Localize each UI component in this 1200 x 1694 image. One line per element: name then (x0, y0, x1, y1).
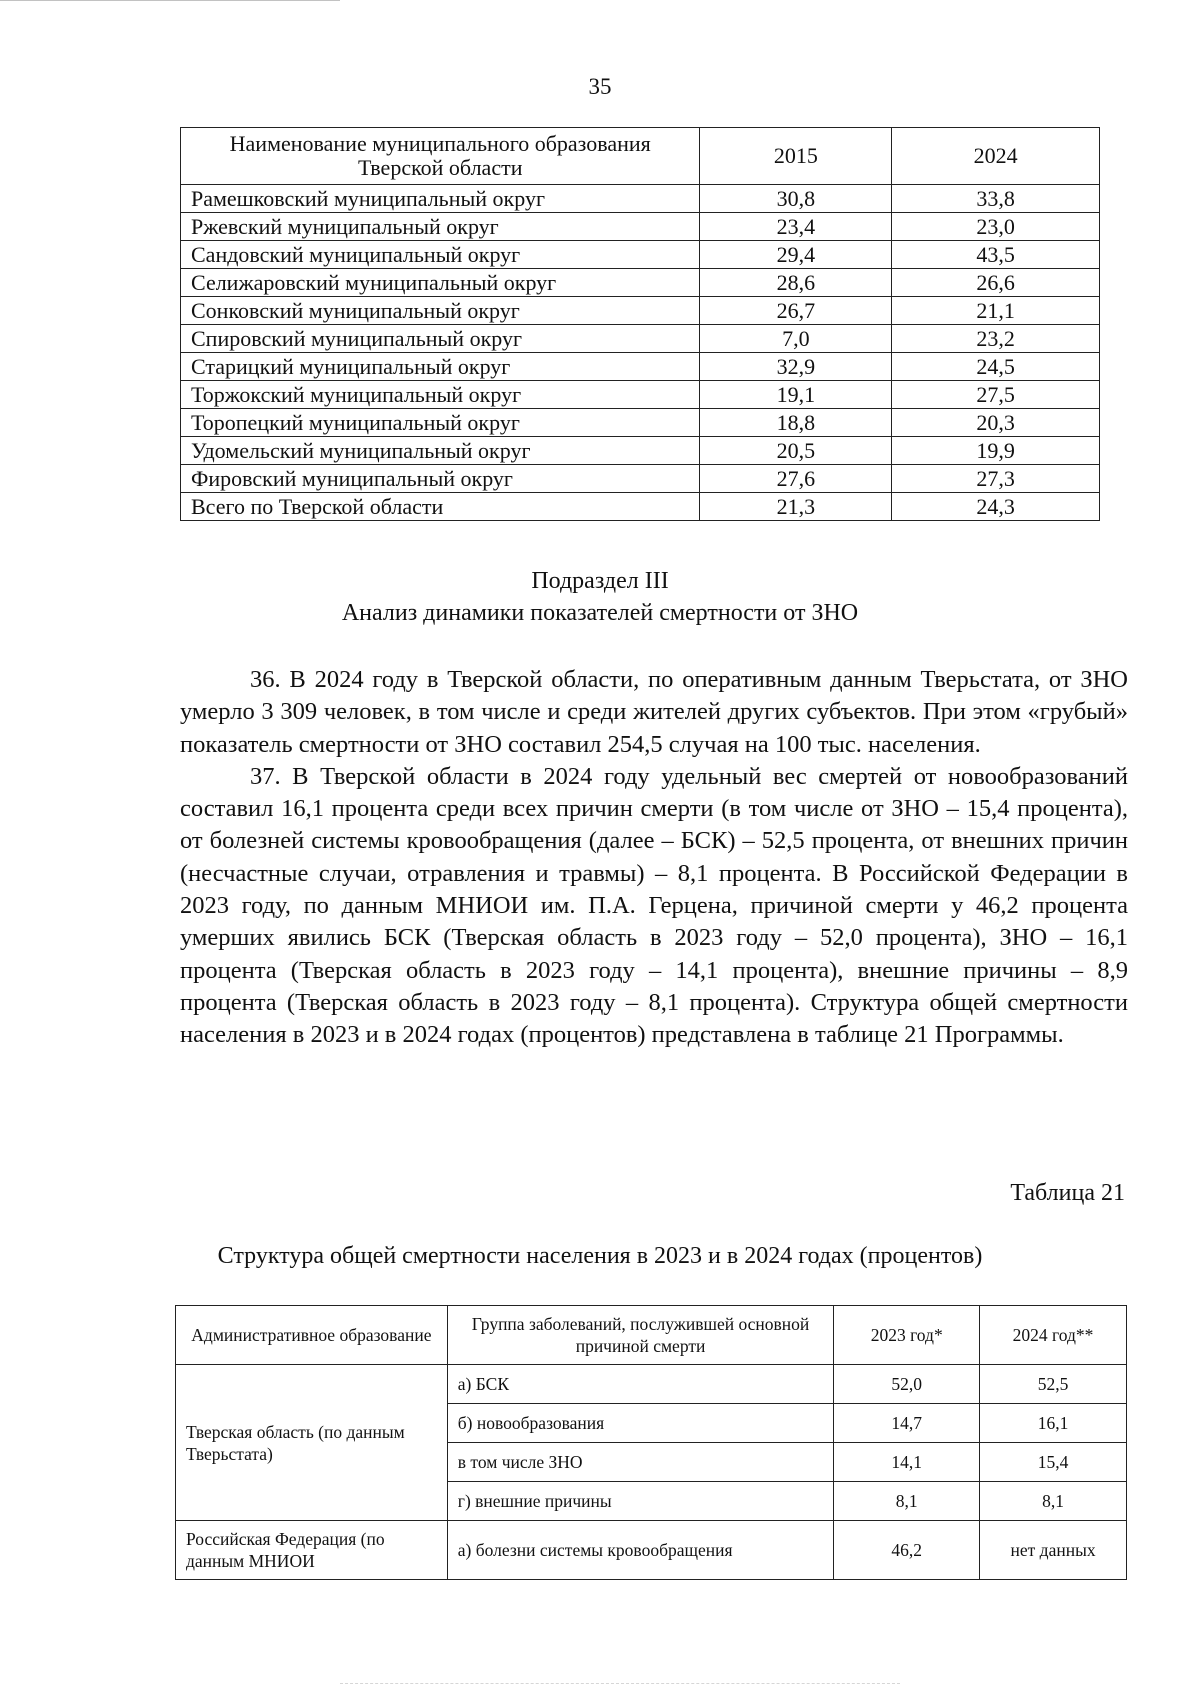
disease-group-cell: а) болезни системы кровообращения (447, 1521, 834, 1580)
table-row (181, 437, 1100, 465)
value-2015-cell: 19,1 (700, 381, 892, 409)
scan-artifact-bottom (340, 1683, 900, 1686)
value-2024-cell: 8,1 (980, 1482, 1127, 1521)
header-year-2015: 2015 (700, 128, 892, 185)
value-2023-cell: 46,2 (834, 1521, 980, 1580)
header-2023: 2023 год* (834, 1306, 980, 1365)
disease-group-cell: а) БСК (447, 1365, 834, 1404)
municipality-name-cell: Торопецкий муниципальный округ (181, 409, 700, 437)
value-2024-cell: 27,5 (892, 381, 1100, 409)
municipality-name-cell: Всего по Тверской области (181, 493, 700, 521)
value-2024-cell: 33,8 (892, 185, 1100, 213)
mortality-structure-table (175, 1305, 1127, 1580)
table-row (181, 409, 1100, 437)
table-row (181, 353, 1100, 381)
table-body (181, 185, 1100, 521)
value-2024-cell: 19,9 (892, 437, 1100, 465)
value-2024-cell: 24,3 (892, 493, 1100, 521)
value-2024-cell: нет данных (980, 1521, 1127, 1580)
value-2023-cell: 14,1 (834, 1443, 980, 1482)
value-2015-cell: 28,6 (700, 269, 892, 297)
municipality-name-cell: Сандовский муниципальный округ (181, 241, 700, 269)
value-2024-cell: 21,1 (892, 297, 1100, 325)
municipality-name-cell: Фировский муниципальный округ (181, 465, 700, 493)
municipality-name-cell: Торжокский муниципальный округ (181, 381, 700, 409)
value-2024-cell: 16,1 (980, 1404, 1127, 1443)
value-2024-cell: 23,0 (892, 213, 1100, 241)
municipality-name-cell: Удомельский муниципальный округ (181, 437, 700, 465)
municipality-name-cell: Ржевский муниципальный округ (181, 213, 700, 241)
scan-artifact-top (0, 0, 340, 3)
municipality-name-cell: Селижаровский муниципальный округ (181, 269, 700, 297)
table-body (176, 1365, 1127, 1580)
municipality-name-cell: Старицкий муниципальный округ (181, 353, 700, 381)
table-row (181, 381, 1100, 409)
page-number: 35 (588, 74, 612, 99)
municipality-name-cell: Рамешковский муниципальный округ (181, 185, 700, 213)
value-2015-cell: 23,4 (700, 213, 892, 241)
table-row (181, 241, 1100, 269)
entity-cell: Российская Федерация (по данным МНИОИ (176, 1521, 448, 1580)
value-2024-cell: 52,5 (980, 1365, 1127, 1404)
header-year-2024: 2024 (892, 128, 1100, 185)
disease-group-cell: г) внешние причины (447, 1482, 834, 1521)
value-2023-cell: 52,0 (834, 1365, 980, 1404)
table-row (181, 493, 1100, 521)
value-2015-cell: 7,0 (700, 325, 892, 353)
table-row (181, 185, 1100, 213)
table-row (181, 297, 1100, 325)
value-2015-cell: 18,8 (700, 409, 892, 437)
table-row (181, 213, 1100, 241)
value-2024-cell: 15,4 (980, 1443, 1127, 1482)
header-municipality: Наименование муниципального образования Тверской области (181, 128, 700, 185)
table-header-row (176, 1306, 1127, 1365)
value-2015-cell: 32,9 (700, 353, 892, 381)
table-header-row (181, 128, 1100, 185)
mortality-table-municipal (180, 127, 1100, 521)
disease-group-cell: в том числе ЗНО (447, 1443, 834, 1482)
value-2023-cell: 8,1 (834, 1482, 980, 1521)
paragraph-36: 36. В 2024 году в Тверской области, по оперативным данным Тверьстата, от ЗНО умерло 3 309 человек, в том числе и среди жителей других субъектов. При этом «грубый» показатель смертности от ЗНО составил 254,5 случая на 100 тыс. населения. (180, 666, 1128, 758)
value-2023-cell: 14,7 (834, 1404, 980, 1443)
table-caption: Таблица 21 (1010, 1180, 1125, 1206)
table-row (181, 325, 1100, 353)
table-row (176, 1365, 1127, 1404)
body-text (180, 664, 1128, 1052)
header-2024: 2024 год** (980, 1306, 1127, 1365)
header-entity: Административное образование (176, 1306, 448, 1365)
value-2015-cell: 26,7 (700, 297, 892, 325)
value-2015-cell: 29,4 (700, 241, 892, 269)
disease-group-cell: б) новообразования (447, 1404, 834, 1443)
value-2015-cell: 21,3 (700, 493, 892, 521)
header-disease-group: Группа заболеваний, послужившей основной причиной смерти (447, 1306, 834, 1365)
value-2015-cell: 20,5 (700, 437, 892, 465)
municipality-name-cell: Сонковский муниципальный округ (181, 297, 700, 325)
table-row (181, 465, 1100, 493)
value-2015-cell: 30,8 (700, 185, 892, 213)
value-2024-cell: 24,5 (892, 353, 1100, 381)
municipality-name-cell: Спировский муниципальный округ (181, 325, 700, 353)
value-2024-cell: 26,6 (892, 269, 1100, 297)
value-2015-cell: 27,6 (700, 465, 892, 493)
value-2024-cell: 23,2 (892, 325, 1100, 353)
entity-cell: Тверская область (по данным Тверьстата) (176, 1365, 448, 1521)
subsection-subtitle: Анализ динамики показателей смертности от ЗНО (341, 600, 859, 626)
subsection-title: Подраздел III (531, 568, 669, 594)
table-row (181, 269, 1100, 297)
paragraph-37: 37. В Тверской области в 2024 году удельный вес смертей от новообразований составил 16,1 процента среди всех причин смерти (в том числе от ЗНО – 15,4 процента), от болезней системы кровообращения (далее – БСК) – 52,5 процента, от внешних причин (несчастные случаи, отравления и травмы) – 8,1 процента. В Российской Федерации в 2023 году, по данным МНИОИ им. П.А. Герцена, причиной смерти у 46,2 процента умерших явились БСК (Тверская область в 2023 году – 52,0 процента), ЗНО – 16,1 процента (Тверская область в 2023 году – 14,1 процента), внешние причины – 8,9 процента (Тверская область в 2023 году – 8,1 процента). Структура общей смертности населения в 2023 и в 2024 годах (процентов) представлена в таблице 21 Программы. (180, 762, 1128, 1049)
table-row (176, 1521, 1127, 1580)
value-2024-cell: 43,5 (892, 241, 1100, 269)
value-2024-cell: 20,3 (892, 409, 1100, 437)
table-title: Структура общей смертности населения в 2023 и в 2024 годах (процентов) (217, 1243, 983, 1269)
value-2024-cell: 27,3 (892, 465, 1100, 493)
